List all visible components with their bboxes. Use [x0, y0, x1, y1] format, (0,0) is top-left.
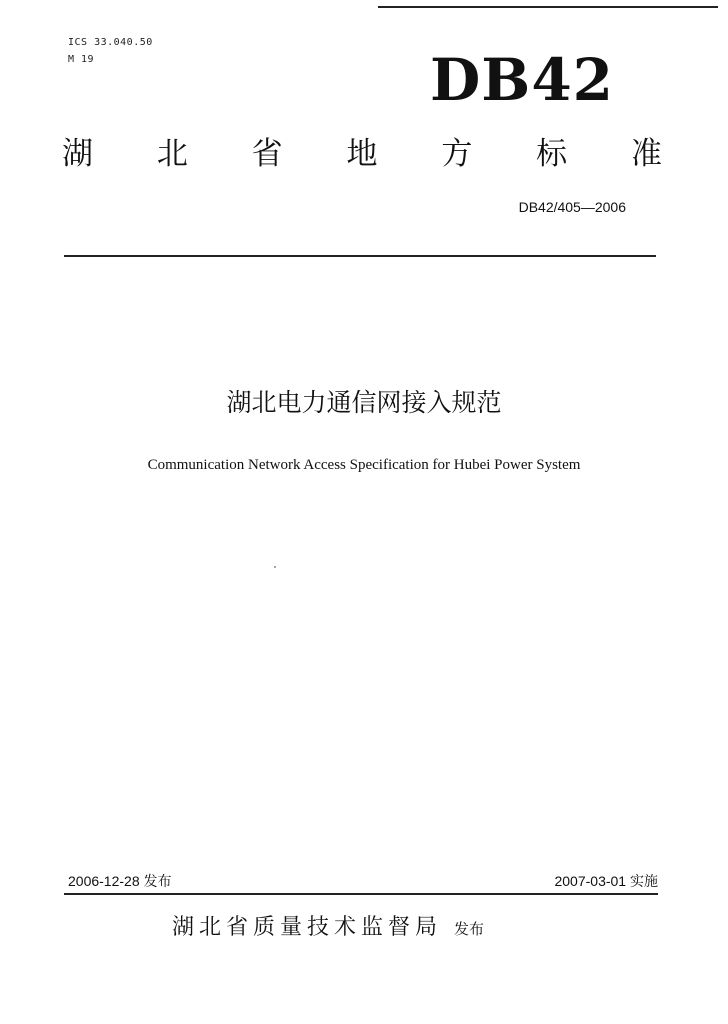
issue-date-line	[68, 871, 172, 892]
scan-speck	[274, 566, 276, 568]
standard-code-mark: DB42	[430, 46, 615, 114]
standard-type-char: 省	[251, 136, 283, 172]
header-rule	[64, 255, 656, 257]
standard-type-char: 准	[630, 136, 662, 172]
title-english: Communication Network Access Specification for Hubei Power System	[147, 457, 581, 473]
standard-type-char: 地	[346, 136, 378, 172]
standard-type-char: 方	[441, 136, 473, 172]
implement-date: 2007-03-01	[554, 873, 627, 889]
top-rule	[378, 6, 718, 8]
ccs-code: M 19	[68, 54, 95, 65]
publisher-line	[172, 910, 484, 941]
ics-code: ICS 33.040.50	[68, 37, 153, 48]
implement-label: 实施	[630, 874, 658, 890]
standard-type-heading	[62, 134, 662, 174]
implement-date-line	[554, 871, 658, 892]
standard-type-char: 北	[156, 136, 188, 172]
standard-type-char: 标	[536, 136, 568, 172]
issue-date: 2006-12-28	[68, 873, 140, 889]
publisher-name: 湖北省质量技术监督局	[172, 915, 443, 940]
footer-rule	[64, 893, 658, 895]
standard-type-char: 湖	[62, 136, 93, 172]
title-chinese: 湖北电力通信网接入规范	[226, 388, 502, 417]
issue-label: 发布	[143, 874, 172, 890]
standard-number: DB42/405—2006	[518, 199, 626, 215]
publisher-action: 发布	[454, 920, 485, 938]
